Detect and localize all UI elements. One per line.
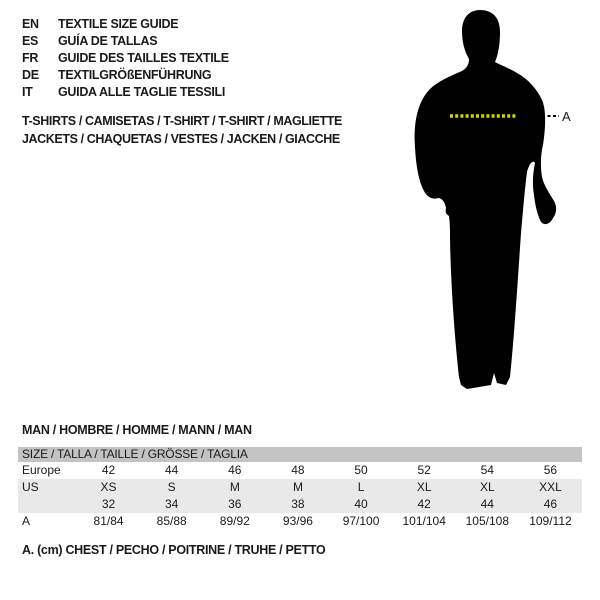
size-cell: 32 [101,497,116,511]
product-line-tshirts: T-SHIRTS / CAMISETAS / T-SHIRT / T-SHIRT / MAGLIETTE [22,114,342,128]
language-text: GUÍA DE TALLAS [58,34,158,48]
table-row [18,496,582,513]
language-text: TEXTILGRÖßENFÜHRUNG [58,68,212,82]
row-label: Europe [22,463,61,477]
size-cell: 44 [480,497,494,511]
size-cell: 89/92 [219,514,250,528]
language-row [22,50,229,67]
language-code: ES [22,34,39,48]
size-cell: L [357,480,365,494]
size-cell: 54 [480,463,494,477]
language-code: IT [22,85,33,99]
man-silhouette-shape [415,10,557,389]
row-label [18,496,77,513]
language-row [22,33,229,50]
size-cell: M [292,480,303,494]
language-row [22,16,229,33]
size-table-header: SIZE / TALLA / TAILLE / GRÖSSE / TAGLIA [18,447,582,462]
table-row [18,462,582,479]
size-cell: 46 [543,497,558,511]
language-text: GUIDA ALLE TAGLIE TESSILI [58,85,226,99]
size-cell: 93/96 [282,514,313,528]
size-cell: 48 [291,463,305,477]
size-cell: 42 [101,463,116,477]
size-cell: 38 [291,497,305,511]
measure-label-a: A [562,109,571,124]
product-line-jackets: JACKETS / CHAQUETAS / VESTES / JACKEN / GIACCHE [22,132,340,146]
size-cell: XL [479,480,495,494]
size-table-body [18,462,582,530]
man-silhouette [405,5,580,395]
size-cell: 97/100 [342,514,380,528]
table-row [18,479,582,496]
size-cell: S [167,480,176,494]
measurement-footnote: A. (cm) CHEST / PECHO / POITRINE / TRUHE / PETTO [22,543,326,557]
size-cell: 36 [228,497,242,511]
language-text: TEXTILE SIZE GUIDE [58,17,179,31]
size-cell: 40 [354,497,368,511]
size-cell: 46 [228,463,242,477]
row-label: US [22,480,39,494]
size-cell: 52 [417,463,431,477]
size-cell: 109/112 [529,514,572,528]
table-row [18,513,582,530]
language-text: GUIDE DES TAILLES TEXTILE [58,51,229,65]
size-cell: XS [100,480,117,494]
size-cell: XXL [539,480,562,494]
size-cell: M [229,480,240,494]
section-title: MAN / HOMBRE / HOMME / MANN / MAN [22,423,252,437]
row-label: A [22,514,31,528]
size-cell: 50 [354,463,368,477]
size-cell: XL [416,480,432,494]
language-row [22,67,229,84]
size-cell: 85/88 [156,514,187,528]
language-list [22,16,229,101]
size-table [18,447,582,530]
size-cell: 101/104 [402,514,446,528]
language-row [22,84,229,101]
language-code: FR [22,51,39,65]
size-cell: 105/108 [465,514,509,528]
size-cell: 81/84 [93,514,124,528]
language-code: DE [22,68,39,82]
size-cell: 42 [417,497,431,511]
language-code: EN [22,17,39,31]
size-cell: 34 [165,497,179,511]
size-cell: 44 [165,463,179,477]
product-categories [22,112,342,148]
size-cell: 56 [543,463,558,477]
